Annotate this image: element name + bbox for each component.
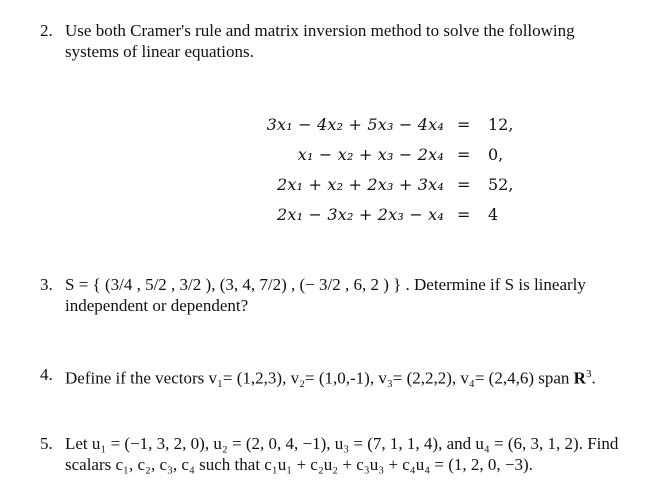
- equation-rhs: 52,: [488, 175, 514, 194]
- problem-number: 2.: [40, 21, 53, 40]
- equation-row: [0, 205, 670, 229]
- problem-line: [65, 364, 655, 389]
- equation-lhs: x₁ − x₂ + x₃ − 2x₄: [297, 145, 444, 164]
- equation-row: [0, 115, 670, 139]
- problem-line: Use both Cramer's rule and matrix inversion method to solve the following: [65, 21, 575, 40]
- problem-line: independent or dependent?: [65, 296, 249, 315]
- equation-row: [0, 175, 670, 199]
- problem-line: S = { (3/4 , 5/2 , 3/2 ), (3, 4, 7/2) , (− 3/2 , 6, 2 ) } . Determine if S is linearly: [65, 275, 586, 294]
- problem-line: Let u₁ = (−1, 3, 2, 0), u₂ = (2, 0, 4, −1), u₃ = (7, 1, 1, 4), and u₄ = (6, 3, 1, 2). Find: [65, 434, 619, 453]
- equation-rhs: 12,: [488, 115, 514, 134]
- problem-line-prefix: Define if the vectors v₁= (1,2,3), v₂= (1,0,-1), v₃= (2,2,2), v₄= (2,4,6) span: [65, 368, 574, 388]
- linear-system: [0, 115, 670, 235]
- equals-sign: =: [457, 115, 471, 134]
- problem-line: scalars c₁, c₂, c₃, c₄ such that c₁u₁ + c₂u₂ + c₃u₃ + c₄u₄ = (1, 2, 0, −3).: [65, 455, 533, 474]
- problem-number: 3.: [40, 275, 53, 294]
- equation-lhs: 3x₁ − 4x₂ + 5x₃ − 4x₄: [266, 115, 444, 134]
- problem-text: [65, 20, 655, 62]
- equals-sign: =: [457, 145, 471, 164]
- problem-number: 5.: [40, 434, 53, 453]
- equals-sign: =: [457, 175, 471, 194]
- dimension-superscript: 3: [585, 368, 592, 380]
- equation-rhs: 4: [488, 205, 499, 224]
- problem-line: systems of linear equations.: [65, 42, 254, 61]
- equals-sign: =: [457, 205, 471, 224]
- equation-lhs: 2x₁ + x₂ + 2x₃ + 3x₄: [276, 175, 444, 194]
- equation-lhs: 2x₁ − 3x₂ + 2x₃ − x₄: [276, 205, 444, 224]
- real-space-symbol: R: [573, 368, 586, 388]
- problem-text: [65, 364, 655, 389]
- problem-text: [65, 433, 655, 475]
- problem-text: [65, 274, 655, 316]
- equation-rhs: 0,: [488, 145, 504, 164]
- problem-line-suffix: .: [591, 368, 596, 388]
- equation-row: [0, 145, 670, 169]
- problem-number: 4.: [40, 365, 53, 384]
